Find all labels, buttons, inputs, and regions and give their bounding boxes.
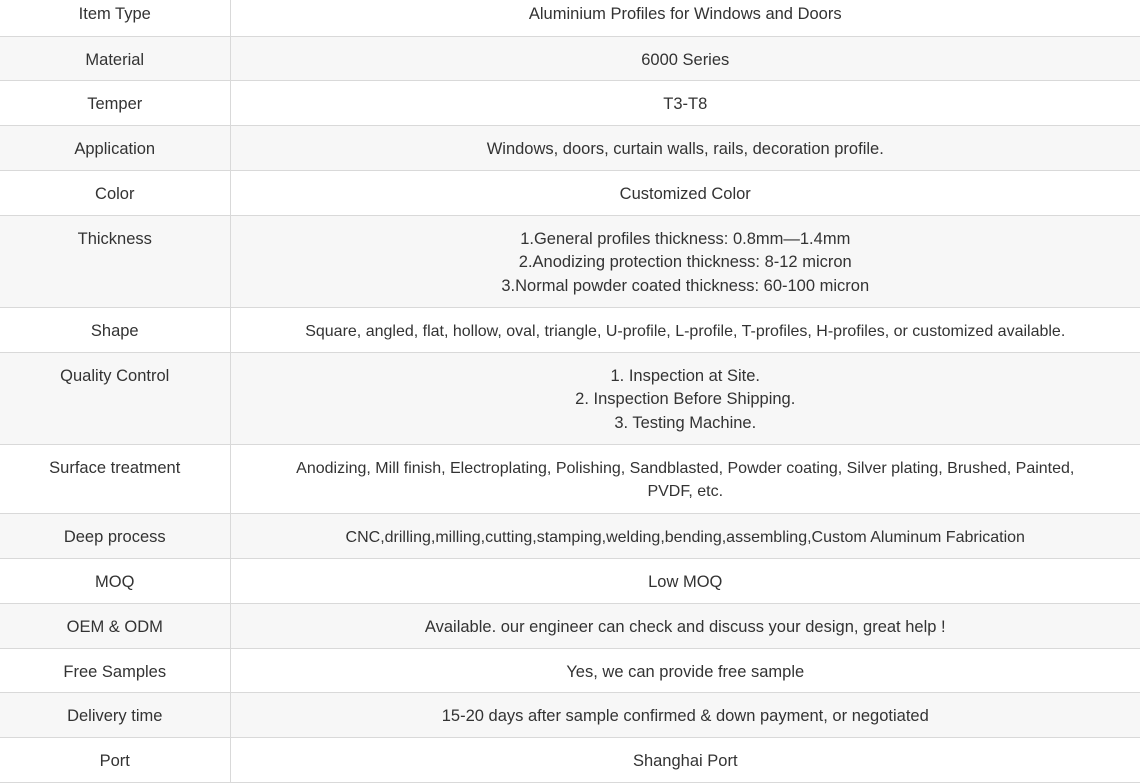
value-line: Customized Color <box>619 184 751 203</box>
row-value-moq <box>230 558 1140 603</box>
table-row <box>0 0 1140 36</box>
value-line: Available. our engineer can check and discuss your design, great help ! <box>424 617 946 636</box>
table-row <box>0 125 1140 170</box>
table-row <box>0 513 1140 558</box>
row-value-surface-treatment <box>230 444 1140 513</box>
value-line: 15-20 days after sample confirmed & down payment, or negotiated <box>441 706 929 725</box>
table-row <box>0 215 1140 307</box>
value-line: 2. Inspection Before Shipping. <box>575 390 796 408</box>
row-value-item-type <box>230 0 1140 36</box>
row-value-quality-control <box>230 352 1140 444</box>
row-label-color: Color <box>0 170 230 215</box>
table-row <box>0 558 1140 603</box>
value-line: 6000 Series <box>641 50 730 69</box>
row-value-color <box>230 170 1140 215</box>
row-label-material: Material <box>0 36 230 80</box>
value-line: Shanghai Port <box>632 751 738 770</box>
row-label-port: Port <box>0 737 230 782</box>
value-line: 3. Testing Machine. <box>614 413 757 432</box>
value-line: 2.Anodizing protection thickness: 8-12 micron <box>518 253 852 271</box>
row-value-material <box>230 36 1140 80</box>
value-line: T3-T8 <box>663 94 708 113</box>
row-label-moq: MOQ <box>0 558 230 603</box>
row-value-deep-process <box>230 513 1140 558</box>
row-value-free-samples <box>230 648 1140 692</box>
row-value-shape <box>230 307 1140 352</box>
row-value-port <box>230 737 1140 782</box>
row-value-temper <box>230 80 1140 125</box>
row-label-surface-treatment: Surface treatment <box>0 444 230 513</box>
value-line: Aluminium Profiles for Windows and Doors <box>528 5 842 23</box>
row-label-deep-process: Deep process <box>0 513 230 558</box>
value-line: Low MOQ <box>648 572 723 591</box>
row-label-item-type: Item Type <box>0 0 230 36</box>
row-label-shape: Shape <box>0 307 230 352</box>
row-value-oem-odm <box>230 603 1140 648</box>
row-label-oem-odm: OEM & ODM <box>0 603 230 648</box>
value-line: PVDF, etc. <box>647 483 724 500</box>
value-line: Square, angled, flat, hollow, oval, triangle, U-profile, L-profile, T-profiles, H-profiles, or customized available. <box>305 322 1066 340</box>
value-line: 1.General profiles thickness: 0.8mm—1.4mm <box>520 229 851 248</box>
table-row <box>0 444 1140 513</box>
value-line: 1. Inspection at Site. <box>610 366 760 385</box>
row-label-temper: Temper <box>0 80 230 125</box>
value-line: 3.Normal powder coated thickness: 60-100 micron <box>501 276 870 295</box>
table-row <box>0 648 1140 692</box>
row-label-quality-control: Quality Control <box>0 352 230 444</box>
value-line: Windows, doors, curtain walls, rails, decoration profile. <box>486 139 884 158</box>
row-label-free-samples: Free Samples <box>0 648 230 692</box>
table-row <box>0 692 1140 737</box>
table-row <box>0 307 1140 352</box>
table-row <box>0 603 1140 648</box>
table-row <box>0 170 1140 215</box>
value-line: CNC,drilling,milling,cutting,stamping,welding,bending,assembling,Custom Aluminum Fabrication <box>345 528 1025 546</box>
row-value-delivery-time <box>230 692 1140 737</box>
table-row <box>0 36 1140 80</box>
row-value-application <box>230 125 1140 170</box>
value-line: Anodizing, Mill finish, Electroplating, Polishing, Sandblasted, Powder coating, Silver plating, Brushed, Painted, <box>296 459 1075 477</box>
row-value-thickness <box>230 215 1140 307</box>
row-label-thickness: Thickness <box>0 215 230 307</box>
table-row <box>0 80 1140 125</box>
table-row <box>0 352 1140 444</box>
row-label-delivery-time: Delivery time <box>0 692 230 737</box>
value-line: Yes, we can provide free sample <box>566 662 805 681</box>
table-row <box>0 737 1140 782</box>
row-label-application: Application <box>0 125 230 170</box>
